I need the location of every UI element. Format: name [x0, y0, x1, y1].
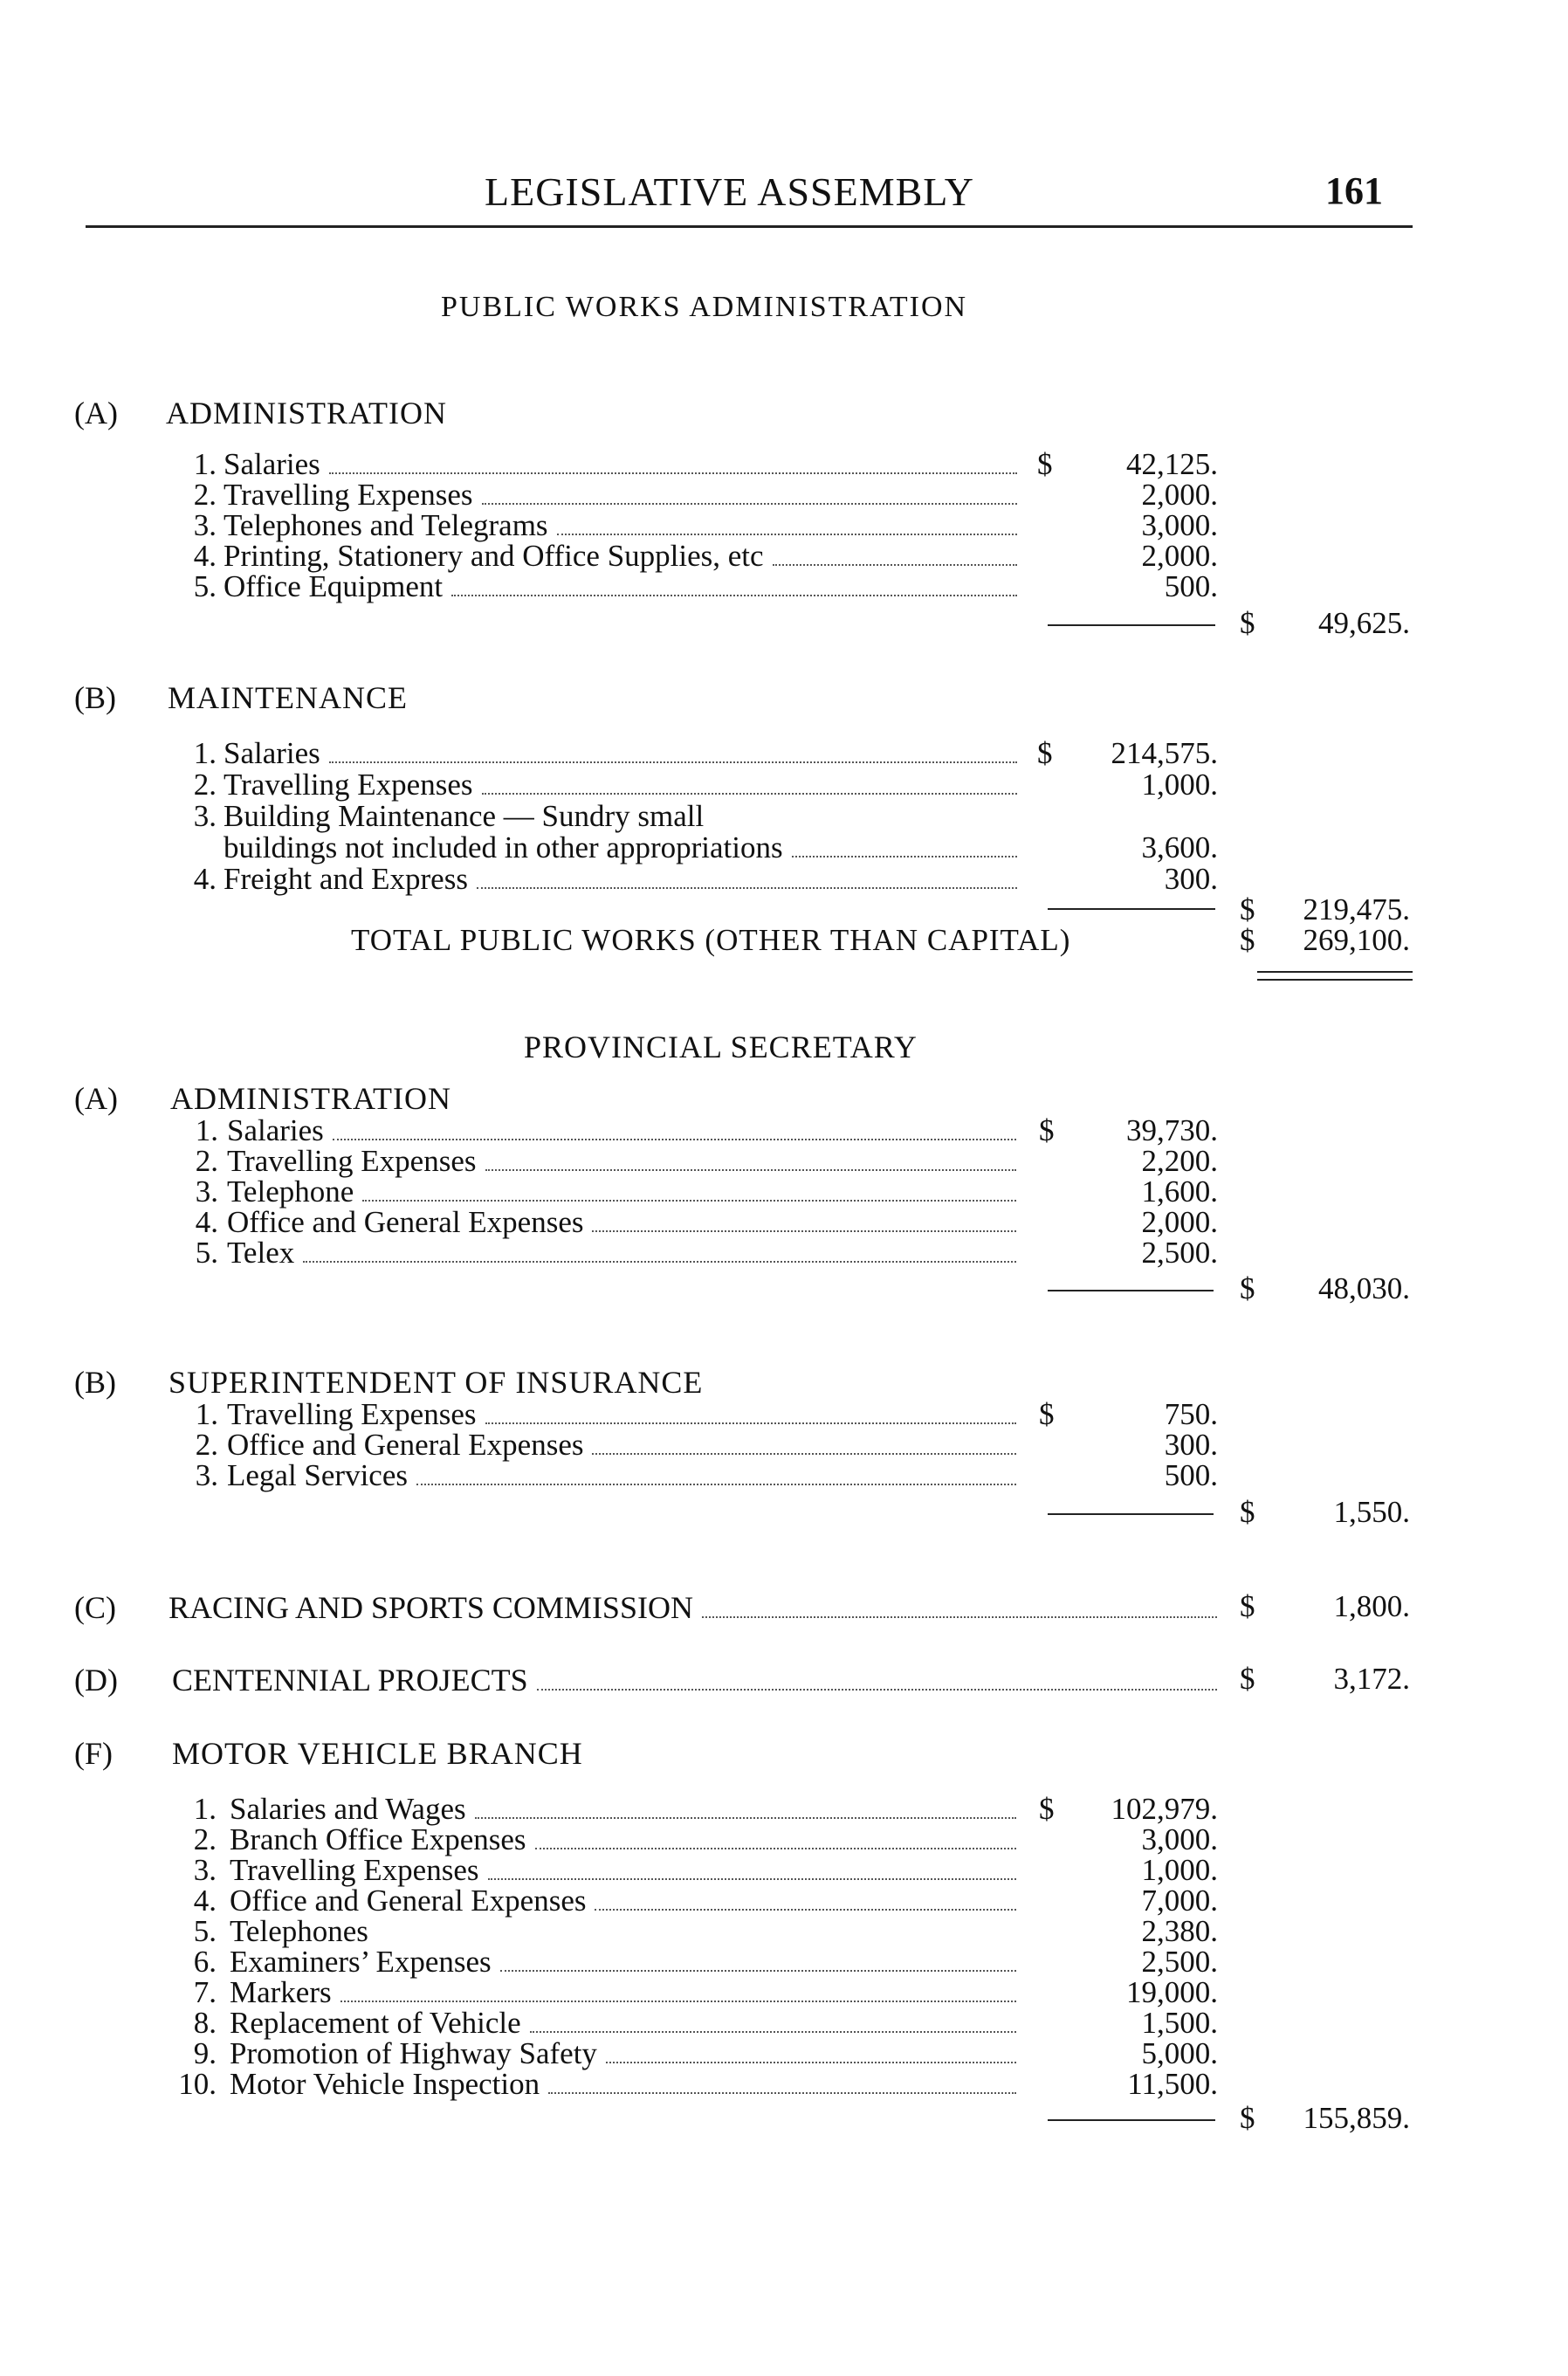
- item-label-text: Office Equipment: [224, 569, 444, 603]
- item-amount: 39,730.: [1126, 1113, 1218, 1147]
- item-number: 3.: [193, 799, 217, 833]
- item-label-text: Office and General Expenses: [230, 1884, 587, 1918]
- item-label-text: Salaries: [227, 1113, 324, 1147]
- item-label: [230, 1792, 1021, 1827]
- item-amount: 1,000.: [1141, 768, 1218, 802]
- item-label: [227, 1113, 1021, 1148]
- item-amount: 3,600.: [1141, 830, 1218, 864]
- item-label-text: Legal Services: [227, 1458, 408, 1492]
- item-number: 9.: [193, 2036, 217, 2070]
- item-label-text: Travelling Expenses: [227, 1397, 477, 1431]
- item-label-text: Travelling Expenses: [224, 478, 473, 512]
- dollar-sign: $: [1240, 606, 1255, 640]
- header-rule: [86, 225, 1413, 228]
- page-number: 161: [1325, 169, 1383, 212]
- item-amount: 11,500.: [1127, 2067, 1218, 2101]
- dollar-sign: $: [1240, 1495, 1255, 1529]
- dot-leader: [537, 1689, 1217, 1691]
- item-label: [230, 1914, 1021, 1949]
- dot-leader: [475, 1817, 1016, 1819]
- dot-leader: [500, 1970, 1016, 1972]
- item-number: 4.: [193, 862, 217, 896]
- part-marker: (C): [74, 1590, 116, 1625]
- dollar-sign: $: [1039, 1792, 1055, 1826]
- dollar-sign: $: [1039, 1397, 1055, 1431]
- dollar-sign: $: [1037, 736, 1053, 770]
- item-label-text: Telephone: [227, 1174, 354, 1209]
- dot-leader: [595, 1909, 1016, 1911]
- part-marker: (B): [74, 680, 116, 715]
- part-heading: ADMINISTRATION: [170, 1081, 451, 1116]
- item-number: 3.: [195, 1174, 218, 1209]
- item-label: [230, 1975, 1021, 2010]
- item-number: 1.: [195, 1397, 218, 1431]
- dot-leader: [362, 1200, 1016, 1202]
- item-amount: 102,979.: [1111, 1792, 1218, 1826]
- dot-leader: [451, 595, 1017, 596]
- subtotal-rule: [1048, 624, 1215, 626]
- section-title-provincial-secretary: PROVINCIAL SECRETARY: [524, 1030, 918, 1064]
- item-amount: 1,600.: [1141, 1174, 1218, 1209]
- dollar-sign: $: [1240, 2101, 1255, 2135]
- section-title-public-works: PUBLIC WORKS ADMINISTRATION: [441, 291, 968, 323]
- dollar-sign: $: [1240, 1662, 1255, 1696]
- dollar-sign: $: [1240, 1589, 1255, 1623]
- dot-leader: [773, 564, 1017, 566]
- section-total: 3,172.: [1333, 1662, 1410, 1696]
- part-marker: (A): [74, 396, 118, 430]
- item-number: 5.: [195, 1236, 218, 1270]
- item-label-text: Office and General Expenses: [227, 1428, 584, 1462]
- dot-leader: [416, 1484, 1016, 1485]
- item-label-text: Travelling Expenses: [227, 1144, 477, 1178]
- item-label: [230, 1853, 1021, 1888]
- part-heading: RACING AND SPORTS COMMISSION: [168, 1590, 693, 1625]
- item-number: 3.: [195, 1458, 218, 1492]
- item-amount: 214,575.: [1111, 736, 1218, 770]
- item-number: 1.: [193, 1792, 217, 1826]
- item-label: [230, 2067, 1021, 2102]
- item-number: 8.: [193, 2006, 217, 2040]
- part-marker: (F): [74, 1736, 113, 1771]
- item-amount: 2,000.: [1141, 1205, 1218, 1239]
- item-label-text: Telephones: [230, 1914, 368, 1948]
- part-marker: (D): [74, 1663, 118, 1698]
- item-amount: 500.: [1164, 1458, 1218, 1492]
- section-total: 49,625.: [1318, 606, 1410, 640]
- item-label: [227, 1236, 1021, 1271]
- item-label-text: Promotion of Highway Safety: [230, 2036, 597, 2070]
- item-label: [227, 1428, 1021, 1463]
- dollar-sign: $: [1240, 923, 1255, 957]
- item-label: [227, 1144, 1021, 1179]
- dot-leader: [548, 2092, 1016, 2094]
- item-amount: 5,000.: [1141, 2036, 1218, 2070]
- item-label: [224, 736, 1022, 771]
- part-heading: MOTOR VEHICLE BRANCH: [172, 1736, 583, 1771]
- dot-leader: [792, 856, 1017, 857]
- item-label-text: Telephones and Telegrams: [224, 508, 548, 542]
- dot-leader: [482, 503, 1018, 505]
- item-number: 2.: [193, 768, 217, 802]
- dot-leader: [303, 1261, 1016, 1263]
- item-number: 4.: [193, 539, 217, 573]
- dot-leader: [482, 793, 1018, 795]
- item-amount: 750.: [1164, 1397, 1218, 1431]
- item-number: 1.: [193, 736, 217, 770]
- part-marker: (B): [74, 1365, 116, 1400]
- subtotal-rule: [1048, 2119, 1215, 2121]
- dot-leader: [592, 1453, 1016, 1455]
- item-amount: 2,500.: [1141, 1945, 1218, 1979]
- item-label-text: Freight and Express: [224, 862, 468, 896]
- item-label: [230, 1945, 1021, 1980]
- item-label-text: Office and General Expenses: [227, 1205, 584, 1239]
- dot-leader: [340, 2001, 1016, 2002]
- item-label-text: Salaries: [224, 736, 320, 770]
- item-label-text: Motor Vehicle Inspection: [230, 2067, 540, 2101]
- item-label: [227, 1205, 1021, 1240]
- dot-leader: [477, 887, 1017, 889]
- item-label: [227, 1174, 1021, 1209]
- dot-leader: [606, 2062, 1016, 2063]
- item-number: 2.: [195, 1428, 218, 1462]
- page-header-title: LEGISLATIVE ASSEMBLY: [485, 169, 975, 214]
- item-amount: 300.: [1164, 862, 1218, 896]
- item-amount: 2,000.: [1141, 539, 1218, 573]
- item-number: 10.: [178, 2067, 217, 2101]
- item-label-text: Examiners’ Expenses: [230, 1945, 492, 1979]
- item-label: [227, 1458, 1021, 1493]
- dot-leader: [485, 1169, 1017, 1171]
- item-label-text: Salaries and Wages: [230, 1792, 466, 1826]
- item-number: 4.: [193, 1884, 217, 1918]
- item-number: 1.: [193, 447, 217, 481]
- item-number: 4.: [195, 1205, 218, 1239]
- part-heading: ADMINISTRATION: [166, 396, 447, 430]
- item-number: 2.: [193, 1822, 217, 1856]
- item-amount: 500.: [1164, 569, 1218, 603]
- item-label: [224, 508, 1022, 543]
- item-label: [230, 2006, 1021, 2041]
- item-amount: 2,500.: [1141, 1236, 1218, 1270]
- item-label-text: Travelling Expenses: [224, 768, 473, 802]
- item-amount: 42,125.: [1126, 447, 1218, 481]
- dot-leader: [488, 1878, 1017, 1880]
- item-amount: 7,000.: [1141, 1884, 1218, 1918]
- section-total: 219,475.: [1303, 892, 1410, 926]
- dot-leader: [329, 761, 1017, 763]
- dollar-sign: $: [1037, 447, 1053, 481]
- item-number: 7.: [193, 1975, 217, 2009]
- item-label-text: Markers: [230, 1975, 332, 2009]
- item-amount: 1,500.: [1141, 2006, 1218, 2040]
- item-label: [224, 478, 1022, 513]
- part-heading: SUPERINTENDENT OF INSURANCE: [168, 1365, 704, 1400]
- item-label: [224, 569, 1022, 604]
- dot-leader: [535, 1848, 1016, 1849]
- item-label-text: Travelling Expenses: [230, 1853, 479, 1887]
- section-total: 48,030.: [1318, 1271, 1410, 1305]
- grand-total-label: TOTAL PUBLIC WORKS (OTHER THAN CAPITAL): [351, 923, 1071, 957]
- dot-leader: [329, 472, 1017, 474]
- item-amount: 2,000.: [1141, 478, 1218, 512]
- double-rule: [1257, 971, 1413, 981]
- item-amount: 2,380.: [1141, 1914, 1218, 1948]
- item-number: 3.: [193, 1853, 217, 1887]
- dollar-sign: $: [1039, 1113, 1055, 1147]
- section-total: 1,800.: [1333, 1589, 1410, 1623]
- item-label-text: Replacement of Vehicle: [230, 2006, 521, 2040]
- item-label: [224, 539, 1022, 574]
- item-number: 1.: [195, 1113, 218, 1147]
- part-heading-line: [168, 1589, 1222, 1626]
- item-amount: 2,200.: [1141, 1144, 1218, 1178]
- dollar-sign: $: [1240, 892, 1255, 926]
- item-number: 5.: [193, 569, 217, 603]
- item-amount: 19,000.: [1126, 1975, 1218, 2009]
- part-heading-line: [172, 1662, 1222, 1698]
- item-label: [224, 830, 1022, 865]
- grand-total: 269,100.: [1303, 923, 1410, 957]
- item-number: 2.: [195, 1144, 218, 1178]
- item-number: 3.: [193, 508, 217, 542]
- dot-leader: [333, 1139, 1016, 1140]
- item-amount: 1,000.: [1141, 1853, 1218, 1887]
- item-label: [230, 2036, 1021, 2071]
- dollar-sign: $: [1240, 1271, 1255, 1305]
- item-amount: 300.: [1164, 1428, 1218, 1462]
- item-label: [224, 447, 1022, 482]
- item-label: [227, 1397, 1021, 1432]
- part-heading: CENTENNIAL PROJECTS: [172, 1663, 528, 1698]
- item-number: 6.: [193, 1945, 217, 1979]
- item-label-text: Printing, Stationery and Office Supplies, etc: [224, 539, 764, 573]
- dot-leader: [702, 1616, 1217, 1618]
- item-label: [224, 862, 1022, 897]
- item-amount: 3,000.: [1141, 1822, 1218, 1856]
- subtotal-rule: [1048, 1290, 1214, 1291]
- item-label-text: Building Maintenance — Sundry small: [224, 799, 705, 833]
- section-total: 155,859.: [1303, 2101, 1410, 2135]
- item-label-text: Telex: [227, 1236, 295, 1270]
- subtotal-rule: [1048, 908, 1215, 910]
- dot-leader: [377, 1939, 1016, 1941]
- item-number: 5.: [193, 1914, 217, 1948]
- part-heading: MAINTENANCE: [168, 680, 408, 715]
- item-label-text: Salaries: [224, 447, 320, 481]
- item-label: [230, 1884, 1021, 1918]
- item-label-text-continued: buildings not included in other appropriations: [224, 830, 783, 864]
- dot-leader: [530, 2031, 1016, 2033]
- dot-leader: [592, 1230, 1016, 1232]
- item-number: 2.: [193, 478, 217, 512]
- subtotal-rule: [1048, 1513, 1214, 1515]
- item-label-text: Branch Office Expenses: [230, 1822, 526, 1856]
- item-label: [224, 768, 1022, 802]
- part-marker: (A): [74, 1081, 118, 1116]
- dot-leader: [557, 534, 1017, 535]
- dot-leader: [485, 1422, 1017, 1424]
- item-amount: 3,000.: [1141, 508, 1218, 542]
- section-total: 1,550.: [1333, 1495, 1410, 1529]
- item-label: [230, 1822, 1021, 1857]
